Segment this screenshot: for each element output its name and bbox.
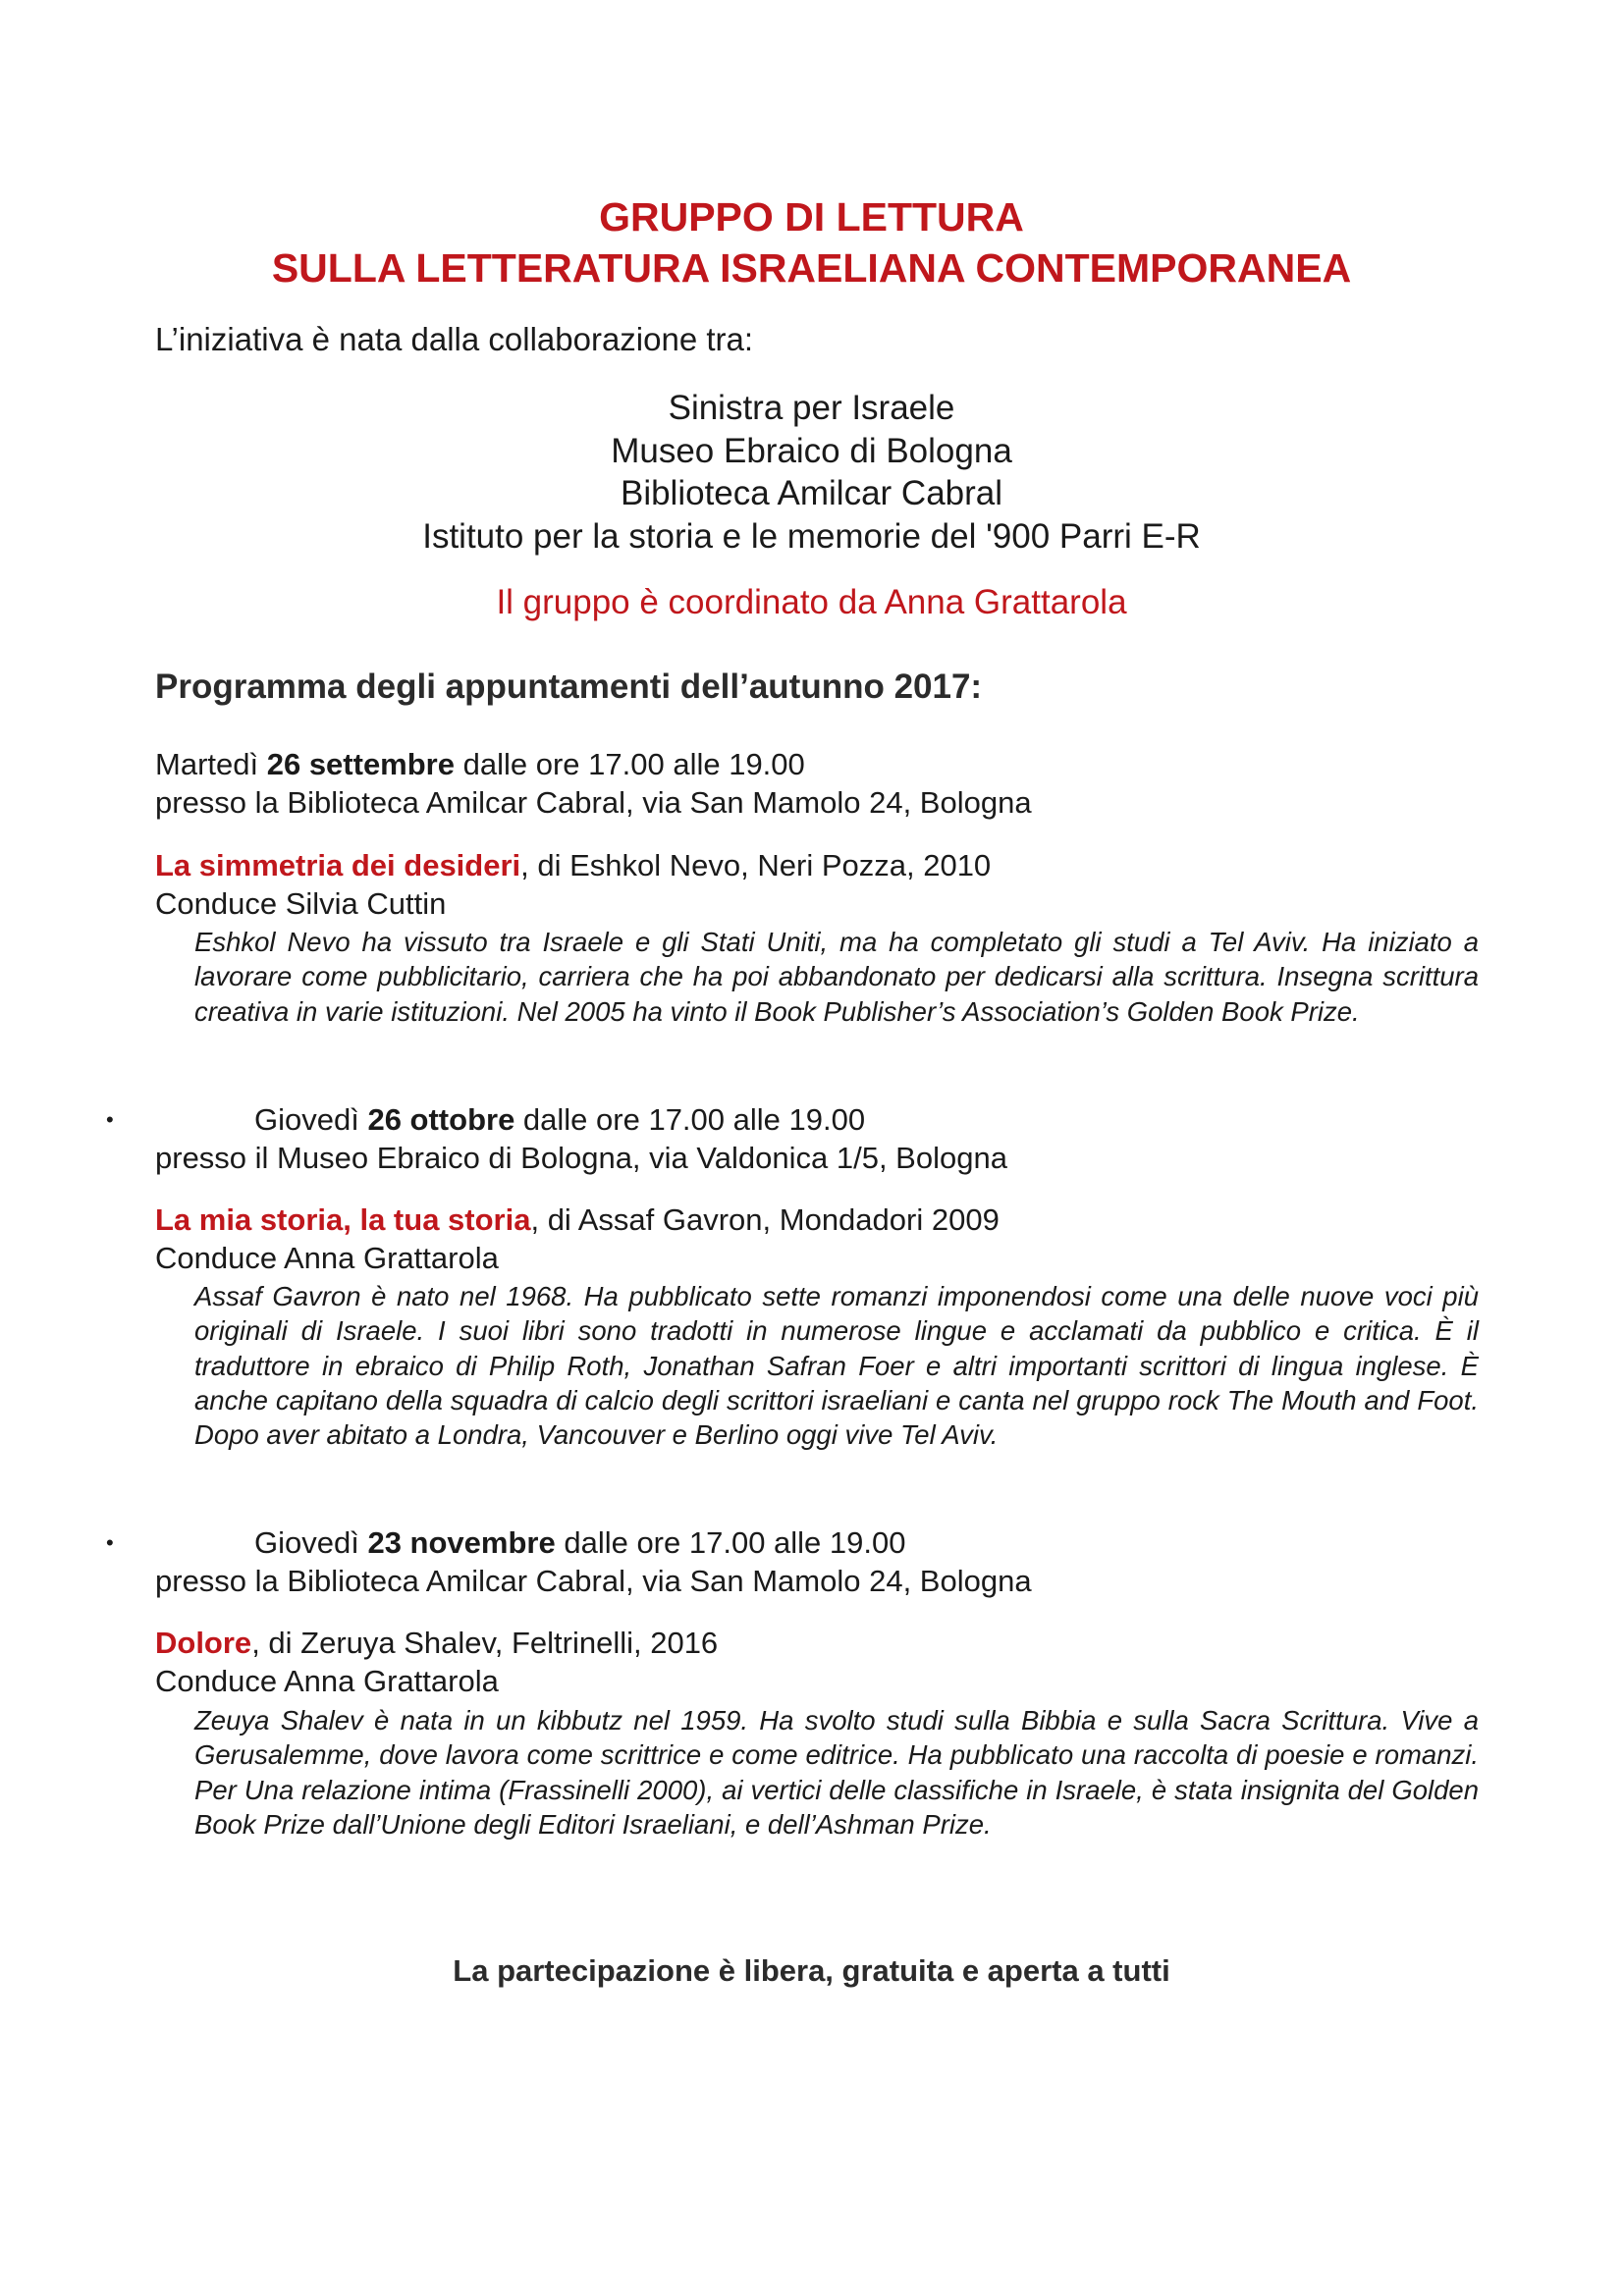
bullet-icon: •: [106, 1530, 114, 1555]
event-time: dalle ore 17.00 alle 19.00: [455, 747, 805, 781]
title-line-1: GRUPPO DI LETTURA: [599, 194, 1024, 240]
event-date: 23 novembre: [367, 1525, 556, 1560]
partner-item: Istituto per la storia e le memorie del '900 Parri E-R: [422, 516, 1201, 556]
event-venue: presso la Biblioteca Amilcar Cabral, via San Mamolo 24, Bologna: [155, 1564, 1032, 1598]
partner-item: Museo Ebraico di Bologna: [611, 431, 1012, 470]
intro-text: L’iniziativa è nata dalla collaborazione tra:: [155, 321, 754, 357]
event-time: dalle ore 17.00 alle 19.00: [514, 1102, 866, 1137]
author-description: Eshkol Nevo ha vissuto tra Israele e gli Stati Uniti, ma ha completato gli studi a Tel Aviv. Ha iniziato a lavorare come pubblicitario, carriera che ha poi abbandonato per dedicarsi alla scrittura. Insegna scrittura creativa in varie istituzioni. Nel 2005 ha vinto il Book Publisher’s Association’s Golden Book Prize.: [194, 927, 1479, 1027]
title-line-2: SULLA LETTERATURA ISRAELIANA CONTEMPORANEA: [271, 245, 1352, 291]
bullet-icon: •: [106, 1107, 114, 1132]
event-date-line: [254, 1101, 865, 1139]
event-conductor: Conduce Anna Grattarola: [155, 1241, 499, 1275]
partner-item: Biblioteca Amilcar Cabral: [620, 474, 1003, 512]
event-conductor: Conduce Anna Grattarola: [155, 1664, 499, 1698]
book-title: La simmetria dei desideri: [155, 848, 521, 882]
book-title: La mia storia, la tua storia: [155, 1202, 531, 1237]
event-date: 26 ottobre: [367, 1102, 515, 1137]
book-line: [155, 847, 991, 884]
event-day: Martedì: [155, 747, 267, 781]
program-heading: Programma degli appuntamenti dell’autunno 2017:: [155, 667, 983, 706]
partner-item: Sinistra per Israele: [668, 389, 955, 427]
book-title: Dolore: [155, 1626, 252, 1660]
book-info: , di Zeruya Shalev, Feltrinelli, 2016: [251, 1626, 719, 1660]
event-day: Giovedì: [254, 1525, 368, 1560]
event-venue: presso il Museo Ebraico di Bologna, via Valdonica 1/5, Bologna: [155, 1141, 1007, 1175]
book-info: , di Assaf Gavron, Mondadori 2009: [530, 1202, 1000, 1237]
book-line: [155, 1625, 718, 1662]
book-info: , di Eshkol Nevo, Neri Pozza, 2010: [520, 848, 992, 882]
event-date-line: [155, 746, 805, 783]
event-venue: presso la Biblioteca Amilcar Cabral, via San Mamolo 24, Bologna: [155, 785, 1032, 820]
author-description: Assaf Gavron è nato nel 1968. Ha pubblicato sette romanzi imponendosi come una delle nuove voci più originali di Israele. I suoi libri sono tradotti in numerose lingue e acclamati da pubblico e critica. È il traduttore in ebraico di Philip Roth, Jonathan Safran Foer e altri importanti scrittori di lingua inglese. È anche capitano della squadra di calcio degli scrittori israeliani e canta nel gruppo rock The Mouth and Foot. Dopo aver abitato a Londra, Vancouver e Berlino oggi vive Tel Aviv.: [194, 1281, 1479, 1451]
event-time: dalle ore 17.00 alle 19.00: [555, 1525, 906, 1560]
book-line: [155, 1201, 1000, 1239]
closing-note: La partecipazione è libera, gratuita e aperta a tutti: [453, 1953, 1170, 1988]
event-date: 26 settembre: [266, 747, 455, 781]
event-conductor: Conduce Silvia Cuttin: [155, 886, 447, 921]
coordinator-text: Il gruppo è coordinato da Anna Grattarola: [496, 583, 1127, 621]
partner-list: [0, 387, 1623, 558]
author-description: Zeuya Shalev è nata in un kibbutz nel 1959. Ha svolto studi sulla Bibbia e sulla Sacra Scrittura. Vive a Gerusalemme, dove lavora come scrittrice e come editrice. Ha pubblicato una raccolta di poesie e romanzi. Per Una relazione intima (Frassinelli 2000), ai vertici delle classifiche in Israele, è stata insignita del Golden Book Prize dall’Unione degli Editori Israeliani, e dell’Ashman Prize.: [194, 1705, 1479, 1840]
event-date-line: [254, 1524, 906, 1562]
event-day: Giovedì: [254, 1102, 368, 1137]
